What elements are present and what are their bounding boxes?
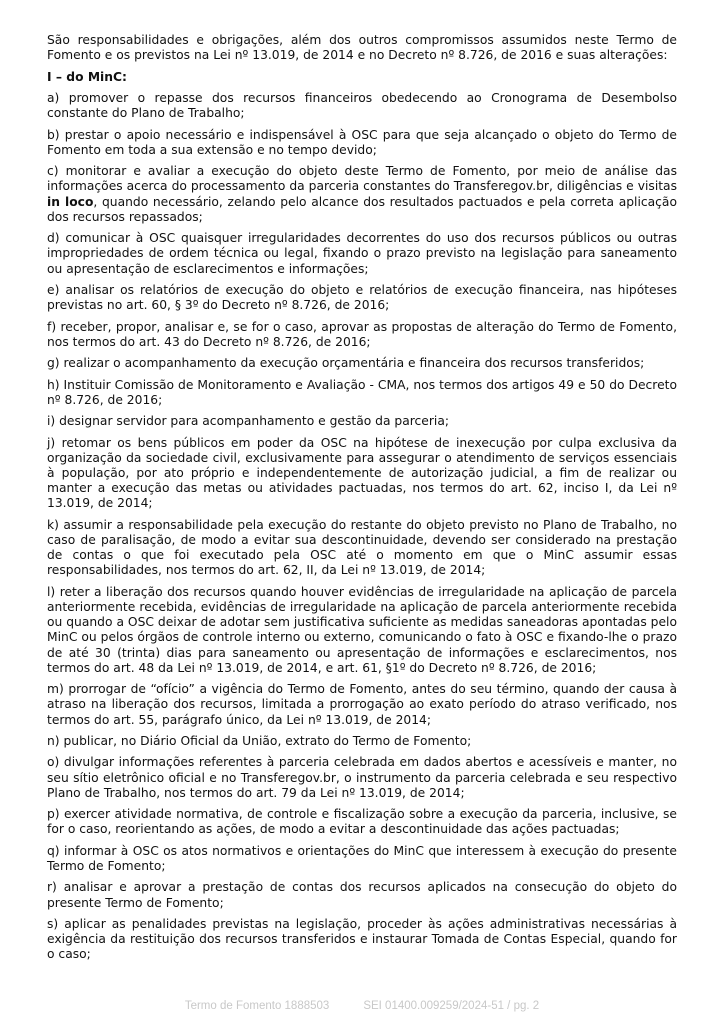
item-o: o) divulgar informações referentes à parceria celebrada em dados abertos e acessíveis e manter, no seu sítio eletrônico oficial e no Transferegov.br, o instrumento da parceria celebrada e seu respectivo Plano de Trabalho, nos termos do art. 79 da Lei nº 13.019, de 2014; [47,755,677,800]
item-h: h) Instituir Comissão de Monitoramento e Avaliação - CMA, nos termos dos artigos 49 e 50 do Decreto nº 8.726, de 2016; [47,377,677,407]
item-j: j) retomar os bens públicos em poder da OSC na hipótese de inexecução por culpa exclusiva da organização da sociedade civil, exclusivamente para assegurar o atendimento de serviços essenciais à população, por ato próprio e independentemente de autorização judicial, a fim de realizar ou manter a execução das metas ou atividades pactuadas, nos termos do art. 62, inciso I, da Lei nº 13.019, de 2014; [47,435,677,511]
item-b: b) prestar o apoio necessário e indispensável à OSC para que seja alcançado o objeto do Termo de Fomento em toda a sua extensão e no tempo devido; [47,127,677,157]
footer-sei-page: SEI 01400.009259/2024-51 / pg. 2 [363,1000,540,1012]
page-footer [0,1000,724,1012]
item-g: g) realizar o acompanhamento da execução orçamentária e financeira dos recursos transferidos; [47,356,645,371]
item-d: d) comunicar à OSC quaisquer irregularidades decorrentes do uso dos recursos públicos ou outras impropriedades de ordem técnica ou legal, fixando o prazo previsto na legislação para saneamento ou apresentação de esclarecimentos e informações; [47,231,677,276]
footer-document-id: Termo de Fomento 1888503 [184,1000,330,1012]
item-c-text-start: c) monitorar e avaliar a execução do objeto deste Termo de Fomento, por meio de análise das informações acerca do processamento da parceria constantes do Transferegov.br, diligências e visitas [47,164,677,194]
item-c-bold-term: in loco [47,194,94,209]
item-l: l) reter a liberação dos recursos quando houver evidências de irregularidade na aplicação de parcela anteriormente recebida, evidências de irregularidade na aplicação de parcela anteriormente recebida ou quando a OSC deixar de adotar sem justificativa suficiente as medidas saneadoras apontadas pelo MinC ou pelos órgãos de controle interno ou externo, comunicando o fato à OSC e fixando-lhe o prazo de até 30 (trinta) dias para saneamento ou apresentação de informações e esclarecimentos, nos termos do art. 48 da Lei nº 13.019, de 2014, e art. 61, §1º do Decreto nº 8.726, de 2016; [47,584,677,675]
item-i: i) designar servidor para acompanhamento e gestão da parceria; [47,414,450,429]
item-n: n) publicar, no Diário Oficial da União, extrato do Termo de Fomento; [47,733,472,748]
item-e: e) analisar os relatórios de execução do objeto e relatórios de execução financeira, nas hipóteses previstas no art. 60, § 3º do Decreto nº 8.726, de 2016; [47,282,677,313]
item-c-text-end: , quando necessário, zelando pelo alcance dos resultados pactuados e pela correta aplicação dos recursos repassados; [47,194,677,224]
item-a: a) promover o repasse dos recursos financeiros obedecendo ao Cronograma de Desembolso constante do Plano de Trabalho; [47,90,677,121]
item-s: s) aplicar as penalidades previstas na legislação, proceder às ações administrativas necessárias à exigência da restituição dos recursos transferidos e instaurar Tomada de Contas Especial, quando for o caso; [47,916,677,962]
item-r: r) analisar e aprovar a prestação de contas dos recursos aplicados na consecução do objeto do presente Termo de Fomento; [47,880,677,910]
document-body [47,33,677,969]
item-k: k) assumir a responsabilidade pela execução do restante do objeto previsto no Plano de Trabalho, no caso de paralisação, de modo a evitar sua descontinuidade, devendo ser considerado na prestação de contas o que foi executado pela OSC até o momento em que o MinC assumir essas responsabilidades, nos termos do art. 62, II, da Lei nº 13.019, de 2014; [47,517,677,578]
intro-paragraph: São responsabilidades e obrigações, além dos outros compromissos assumidos neste Termo de Fomento e os previstos na Lei nº 13.019, de 2014 e no Decreto nº 8.726, de 2016 e suas alterações: [47,33,677,63]
item-q: q) informar à OSC os atos normativos e orientações do MinC que interessem à execução do presente Termo de Fomento; [47,843,677,873]
section-heading: I – do MinC: [47,69,127,84]
item-f: f) receber, propor, analisar e, se for o caso, aprovar as propostas de alteração do Termo de Fomento, nos termos do art. 43 do Decreto nº 8.726, de 2016; [47,319,677,349]
item-c [47,164,677,225]
item-p: p) exercer atividade normativa, de controle e fiscalização sobre a execução da parceria, inclusive, se for o caso, reorientando as ações, de modo a evitar a descontinuidade das ações pactuadas; [47,807,677,837]
item-m: m) prorrogar de “ofício” a vigência do Termo de Fomento, antes do seu término, quando der causa à atraso na liberação dos recursos, limitada a prorrogação ao exato período do atraso verificado, nos termos do art. 55, parágrafo único, da Lei nº 13.019, de 2014; [47,682,677,727]
